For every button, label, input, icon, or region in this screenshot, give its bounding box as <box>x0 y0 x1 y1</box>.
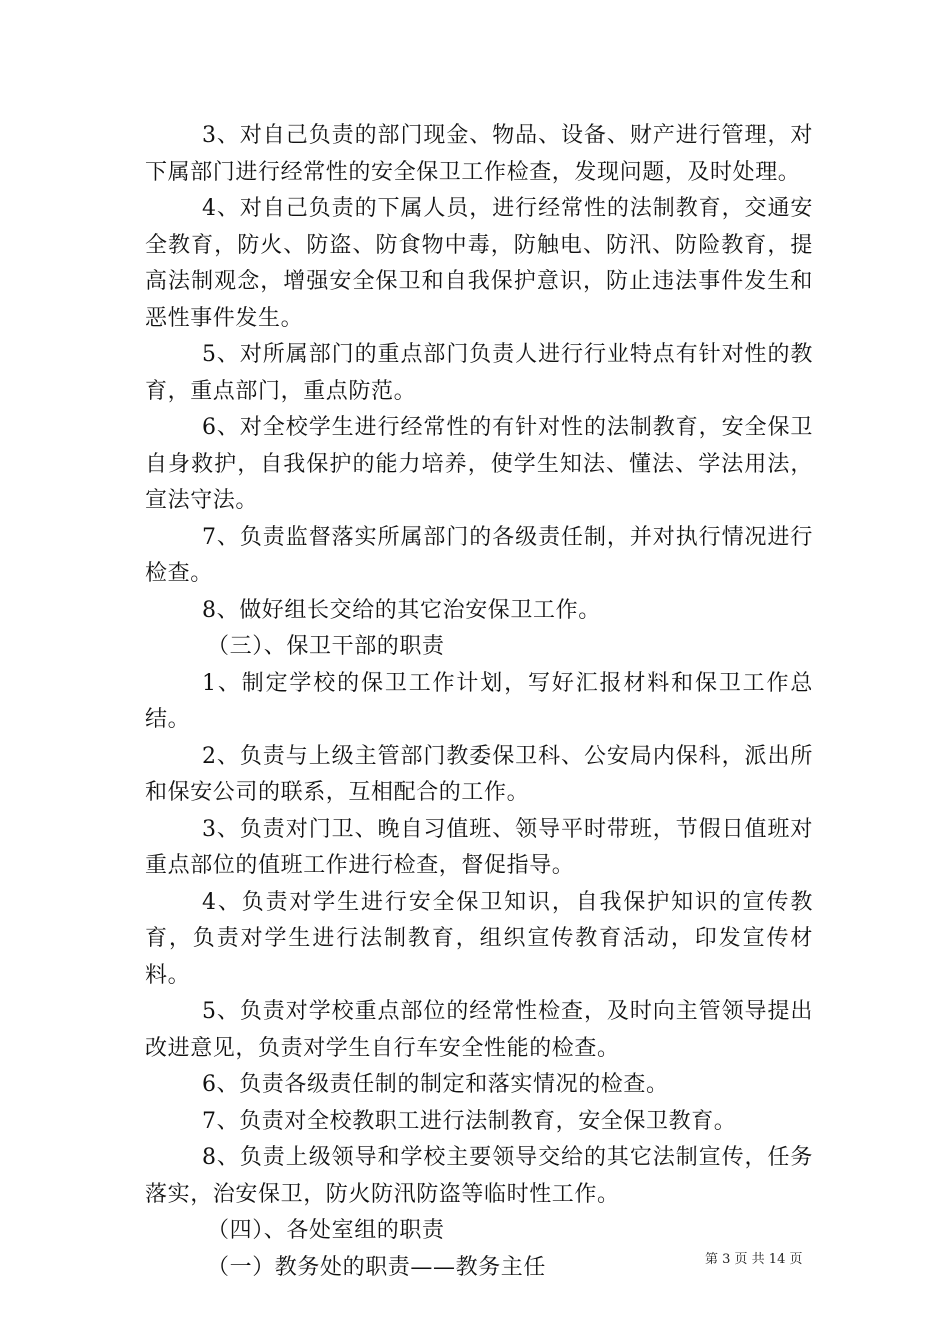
paragraph-item-8-other-work: 8、做好组长交给的其它治安保卫工作。 <box>202 597 601 623</box>
paragraph-cadre-1-plan: 1、制定学校的保卫工作计划，写好汇报材料和保卫工作总结。 <box>145 670 813 732</box>
paragraph-cadre-5-key-areas: 5、负责对学校重点部位的经常性检查，及时向主管领导提出改进意见，负责对学生自行车安全性能的检查。 <box>145 999 813 1061</box>
paragraph-cadre-2-liaison: 2、负责与上级主管部门教委保卫科、公安局内保科，派出所和保安公司的联系，互相配合的工作。 <box>145 743 813 805</box>
paragraph-cadre-4-education: 4、负责对学生进行安全保卫知识，自我保护知识的宣传教育，负责对学生进行法制教育，组织宣传教育活动，印发宣传材料。 <box>145 889 813 988</box>
section-heading-departments: （四）、各处室组的职责 <box>207 1218 445 1243</box>
paragraph-cadre-6-responsibility: 6、负责各级责任制的制定和落实情况的检查。 <box>202 1072 669 1097</box>
paragraph-item-3-cash: 3、对自己负责的部门现金、物品、设备、财产进行管理，对下属部门进行经常性的安全保卫工作检查，发现问题，及时处理。 <box>145 123 813 185</box>
document-body <box>145 118 813 1286</box>
section-heading-security-cadre: （三）、保卫干部的职责 <box>207 634 445 659</box>
paragraph-item-7-responsibility: 7、负责监督落实所属部门的各级责任制，并对执行情况进行检查。 <box>145 524 813 586</box>
page-number-footer: 第 3 页 共 14 页 <box>705 1252 803 1267</box>
paragraph-cadre-7-staff-education: 7、负责对全校教职工进行法制教育，安全保卫教育。 <box>202 1108 737 1134</box>
subsection-heading-academic-affairs: （一）教务处的职责——教务主任 <box>207 1254 547 1280</box>
paragraph-cadre-3-inspection: 3、负责对门卫、晚自习值班、领导平时带班，节假日值班对重点部位的值班工作进行检查，督促指导。 <box>145 816 813 878</box>
paragraph-cadre-8-other-tasks: 8、负责上级领导和学校主要领导交给的其它法制宣传，任务落实，治安保卫，防火防汛防盗等临时性工作。 <box>145 1145 813 1207</box>
paragraph-item-5-key-departments: 5、对所属部门的重点部门负责人进行行业特点有针对性的教育，重点部门，重点防范。 <box>145 342 813 404</box>
paragraph-item-6-student-education: 6、对全校学生进行经常性的有针对性的法制教育，安全保卫自身救护，自我保护的能力培养，使学生知法、懂法、学法用法，宣法守法。 <box>145 415 813 513</box>
paragraph-item-4-staff-education: 4、对自己负责的下属人员，进行经常性的法制教育，交通安全教育，防火、防盗、防食物中毒，防触电、防汛、防险教育，提高法制观念，增强安全保卫和自我保护意识，防止违法事件发生和恶性事件发生。 <box>145 196 813 331</box>
